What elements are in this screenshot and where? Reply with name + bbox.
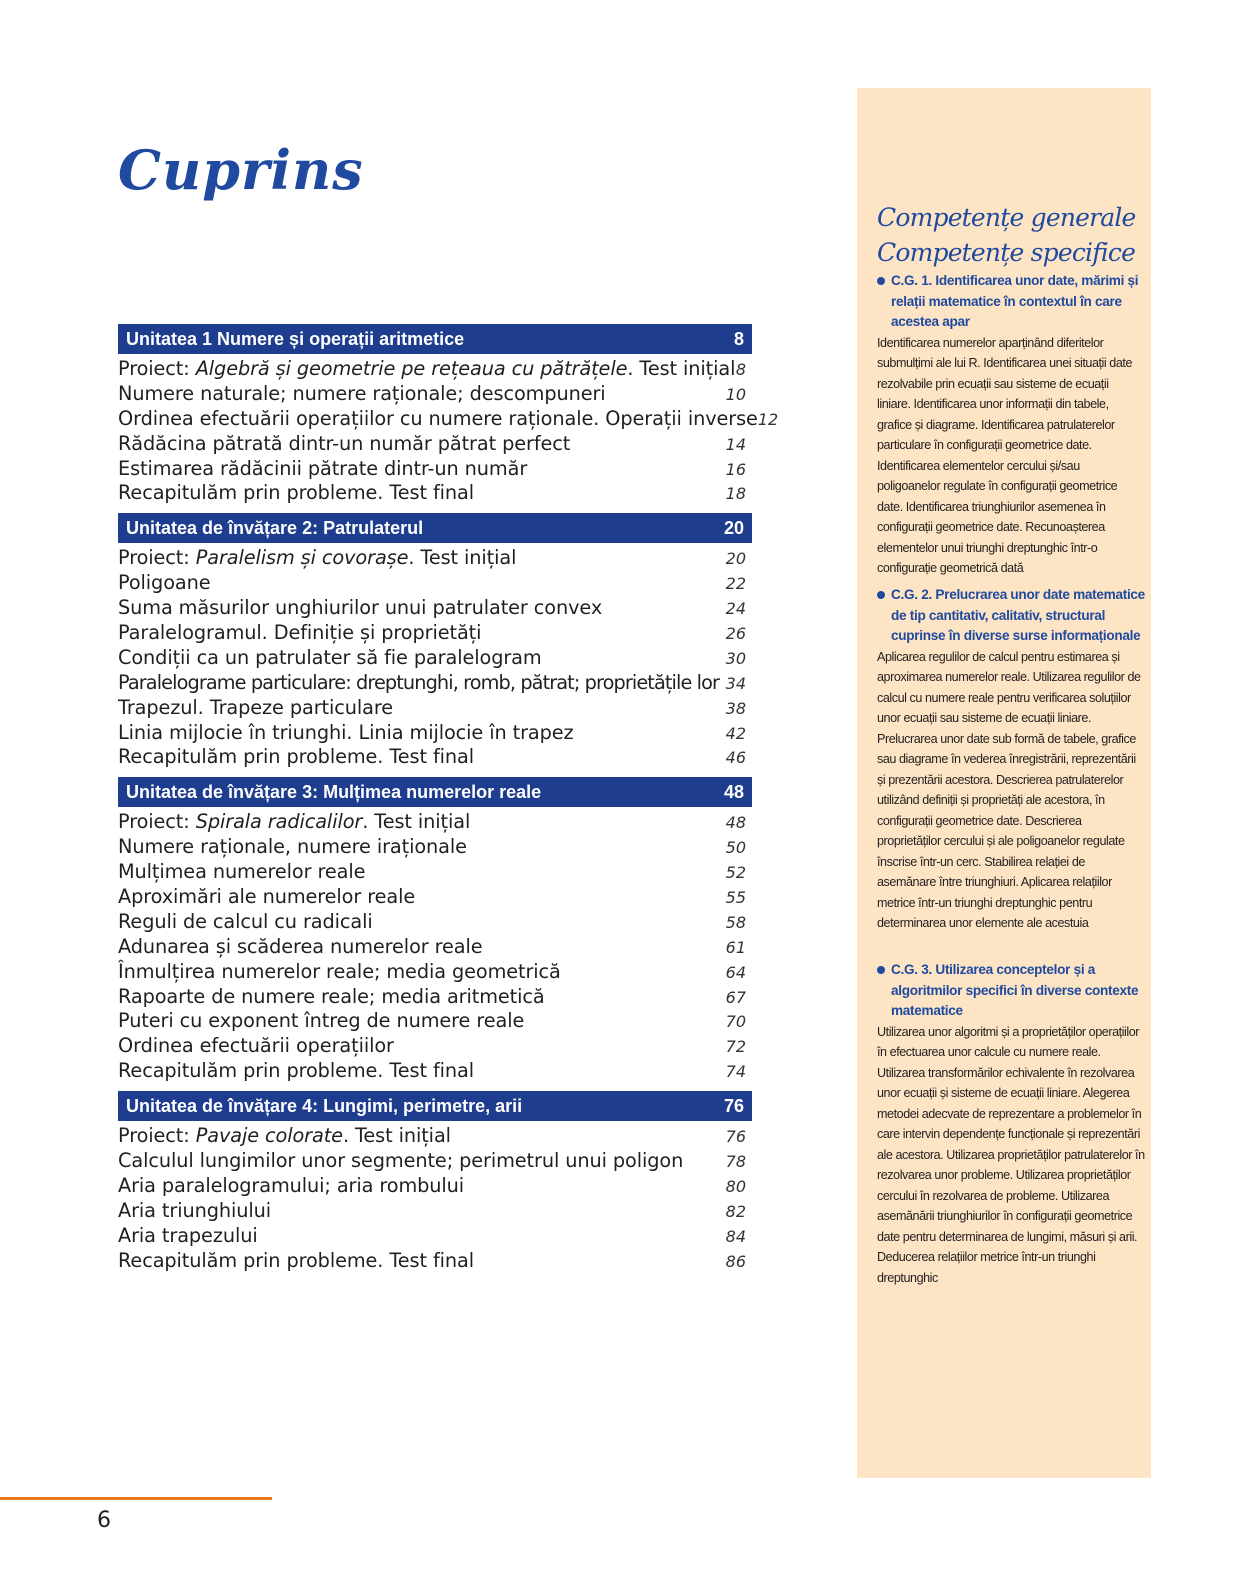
competence-body: Identificarea numerelor aparținând diferitelor submulțimi ale lui R. Identificarea unei situații date rezolvabile prin ecuații sau sisteme de ecuații liniare. Identificarea unor informații din tabele, grafice și diagrame. Identificarea patrulaterelor particulare în configurații geometrice date. Identificarea elementelor cercului și/sau poligoanelor regulate în configurații geometrice date. Identificarea triunghiurilor asemenea în configurații geometrice date. Recunoașterea elementelor unui triunghi dreptunghic într-o configurație geometrică dată bbox=[877, 335, 1133, 575]
lesson-page: 70 bbox=[725, 1012, 746, 1032]
toc-row[interactable] bbox=[118, 481, 752, 506]
competence-body: Utilizarea unor algoritmi și a proprietăților operațiilor în efectuarea unor calcule cu numere reale. Utilizarea transformărilor echivalente în rezolvarea unor ecuații și sisteme de ecuații liniare. Alegerea metodei adecvate de reprezentare a problemelor în care intervin dependențe funcționale și reprezentări ale acestora. Utilizarea proprietăților patrulaterelor în rezolvarea unor probleme. Utilizarea proprietăților cercului în rezolvarea de probleme. Utilizarea asemănării triunghiurilor în configurații geometrice date pentru determinarea de lungimi, măsuri și arii. Deducerea relațiilor metrice într-un triunghi dreptunghic bbox=[877, 1024, 1145, 1285]
toc-row[interactable] bbox=[118, 721, 752, 746]
toc-row[interactable] bbox=[118, 457, 752, 482]
lesson-title: Adunarea și scăderea numerelor reale bbox=[118, 934, 483, 958]
lesson-title: Estimarea rădăcinii pătrate dintr-un număr bbox=[118, 456, 528, 480]
lesson-title: Aria triunghiului bbox=[118, 1198, 271, 1222]
unit-title: Unitatea de învățare 2: Patrulaterul bbox=[126, 517, 424, 538]
lesson-page: 61 bbox=[725, 937, 746, 957]
toc-row[interactable] bbox=[118, 406, 779, 432]
bullet-icon bbox=[877, 277, 885, 285]
bullet-icon bbox=[877, 966, 885, 974]
lesson-page: 78 bbox=[725, 1152, 746, 1172]
competence-heading: C.G. 3. Utilizarea conceptelor și a algoritmilor specifici în diverse contexte matematice bbox=[877, 960, 1145, 1022]
sidebar-title-general: Competențe generale bbox=[877, 203, 1136, 232]
lesson-page: 48 bbox=[725, 813, 746, 833]
lesson-page: 38 bbox=[725, 698, 746, 718]
sidebar-title-specific: Competențe specifice bbox=[877, 238, 1136, 267]
toc-row[interactable] bbox=[118, 860, 752, 885]
unit-4 bbox=[118, 1091, 752, 1273]
toc-row[interactable] bbox=[118, 696, 752, 721]
competence-block bbox=[877, 585, 1145, 934]
lesson-title: Proiect: Pavaje colorate. Test inițial bbox=[118, 1124, 451, 1148]
sidebar-title bbox=[877, 200, 1136, 270]
lesson-page: 42 bbox=[725, 723, 746, 743]
lesson-title: Puteri cu exponent întreg de numere reale bbox=[118, 1009, 525, 1033]
toc-row[interactable] bbox=[118, 546, 752, 571]
toc-row[interactable] bbox=[118, 960, 752, 985]
lesson-title: Ordinea efectuării operațiilor bbox=[118, 1034, 394, 1058]
lesson-page: 67 bbox=[725, 987, 746, 1007]
lesson-page: 72 bbox=[725, 1037, 746, 1057]
lesson-page: 76 bbox=[725, 1127, 746, 1147]
lesson-title: Recapitulăm prin probleme. Test final bbox=[118, 1059, 474, 1083]
lesson-page: 26 bbox=[725, 624, 746, 644]
unit-2 bbox=[118, 513, 752, 770]
lesson-title: Paralelograme particulare: dreptunghi, romb, pătrat; proprietățile lor bbox=[118, 670, 720, 694]
lesson-page: 10 bbox=[725, 384, 746, 404]
lesson-title: Calculul lungimilor unor segmente; perimetrul unui poligon bbox=[118, 1149, 684, 1173]
lesson-title: Trapezul. Trapeze particulare bbox=[118, 695, 393, 719]
lesson-title: Proiect: Algebră și geometrie pe rețeaua cu pătrățele. Test inițial bbox=[118, 357, 736, 380]
toc-row[interactable] bbox=[118, 382, 752, 407]
unit-header[interactable] bbox=[118, 513, 752, 543]
toc-row[interactable] bbox=[118, 1034, 752, 1059]
lesson-title: Aria paralelogramului; aria rombului bbox=[118, 1173, 465, 1197]
toc-row[interactable] bbox=[118, 1249, 752, 1274]
lesson-title: Numere naturale; numere raționale; descompuneri bbox=[118, 381, 606, 405]
unit-page: 20 bbox=[723, 517, 744, 538]
lesson-title: Ordinea efectuării operațiilor cu numere raționale. Operații inverse bbox=[118, 406, 758, 430]
toc-row[interactable] bbox=[118, 571, 752, 596]
lesson-title: Aria trapezului bbox=[118, 1223, 258, 1247]
toc-row[interactable] bbox=[118, 810, 752, 835]
toc-row[interactable] bbox=[118, 985, 752, 1010]
lesson-page: 84 bbox=[725, 1226, 746, 1246]
lesson-title: Recapitulăm prin probleme. Test final bbox=[118, 1248, 474, 1272]
lesson-page: 34 bbox=[725, 673, 746, 693]
competences-sidebar bbox=[857, 88, 1151, 1478]
lesson-page: 22 bbox=[725, 574, 746, 594]
toc-row[interactable] bbox=[118, 1009, 752, 1034]
lesson-page: 52 bbox=[725, 863, 746, 883]
lesson-title: Linia mijlocie în triunghi. Linia mijlocie în trapez bbox=[118, 720, 574, 744]
unit-1 bbox=[118, 324, 779, 506]
lesson-title: Recapitulăm prin probleme. Test final bbox=[118, 481, 474, 505]
unit-title: Unitatea 1 Numere și operații aritmetice bbox=[126, 328, 465, 349]
competence-body: Aplicarea regulilor de calcul pentru estimarea și aproximarea numerelor reale. Utilizarea regulilor de calcul cu numere reale pentru verificarea soluțiilor unor ecuații sau sisteme de ecuații liniare. Prelucrarea unor date sub formă de tabele, grafice sau diagrame în vederea înregistrării, reprezentării și prezentării acestora. Descrierea patrulaterelor utilizând definiții și proprietăți ale acestora, în configurații geometrice date. Descrierea proprietăților cercului și ale poligoanelor regulate înscrise într-un cerc. Stabilirea relației de asemănare între triunghiuri. Aplicarea relațiilor metrice într-un triunghi dreptunghic pentru determinarea unor elemente ale acestuia bbox=[877, 649, 1141, 930]
unit-title: Unitatea de învățare 3: Mulțimea numerelor reale bbox=[126, 781, 542, 802]
lesson-title: Paralelogramul. Definiție și proprietăți bbox=[118, 621, 482, 645]
toc-row[interactable] bbox=[118, 596, 752, 621]
page-number: 6 bbox=[97, 1508, 111, 1533]
unit-page: 76 bbox=[723, 1095, 744, 1116]
lesson-page: 16 bbox=[725, 459, 746, 479]
lesson-page: 86 bbox=[725, 1251, 746, 1271]
competence-block bbox=[877, 960, 1145, 1288]
lesson-page: 74 bbox=[725, 1062, 746, 1082]
toc-row[interactable] bbox=[118, 885, 752, 910]
unit-page: 48 bbox=[723, 781, 744, 802]
lesson-title: Înmulțirea numerelor reale; media geometrică bbox=[118, 959, 561, 983]
toc-row[interactable] bbox=[118, 1199, 752, 1224]
lesson-page: 50 bbox=[725, 838, 746, 858]
toc-row[interactable] bbox=[118, 432, 752, 457]
lesson-page: 46 bbox=[725, 748, 746, 768]
lesson-title: Suma măsurilor unghiurilor unui patrulater convex bbox=[118, 596, 603, 620]
lesson-title: Proiect: Spirala radicalilor. Test inițial bbox=[118, 810, 471, 834]
toc-row[interactable] bbox=[118, 1059, 752, 1084]
lesson-page: 55 bbox=[725, 888, 746, 908]
page-title: Cuprins bbox=[118, 138, 364, 202]
lesson-title: Poligoane bbox=[118, 571, 211, 595]
toc-row[interactable] bbox=[118, 621, 752, 646]
unit-title: Unitatea de învățare 4: Lungimi, perimetre, arii bbox=[126, 1095, 523, 1116]
lesson-title: Mulțimea numerelor reale bbox=[118, 860, 366, 884]
lesson-page: 14 bbox=[725, 434, 746, 454]
bullet-icon bbox=[877, 591, 885, 599]
lesson-title: Rapoarte de numere reale; media aritmetică bbox=[118, 984, 545, 1008]
lesson-title: Condiții ca un patrulater să fie paralelogram bbox=[118, 645, 542, 669]
toc-row[interactable] bbox=[118, 1124, 752, 1149]
lesson-title: Recapitulăm prin probleme. Test final bbox=[118, 745, 474, 769]
unit-header[interactable] bbox=[118, 777, 752, 807]
toc-row[interactable] bbox=[118, 910, 752, 935]
lesson-page: 58 bbox=[725, 912, 746, 932]
toc-row[interactable] bbox=[118, 935, 752, 960]
lesson-title: Proiect: Paralelism și covorașe. Test inițial bbox=[118, 546, 517, 570]
lesson-page: 80 bbox=[725, 1176, 746, 1196]
competence-block bbox=[877, 271, 1145, 579]
lesson-title: Numere raționale, numere iraționale bbox=[118, 835, 467, 859]
lesson-page: 8 bbox=[735, 360, 746, 379]
toc-row[interactable] bbox=[118, 1149, 752, 1174]
lesson-title: Rădăcina pătrată dintr-un număr pătrat perfect bbox=[118, 431, 571, 455]
toc-row[interactable] bbox=[118, 671, 752, 696]
lesson-page: 64 bbox=[725, 962, 746, 982]
toc-row[interactable] bbox=[118, 1224, 752, 1249]
lesson-page: 20 bbox=[725, 549, 746, 569]
competence-heading: C.G. 1. Identificarea unor date, mărimi și relații matematice în contextul în care acestea apar bbox=[877, 271, 1145, 333]
lesson-page: 82 bbox=[725, 1201, 746, 1221]
toc-row[interactable] bbox=[118, 1174, 752, 1199]
unit-3 bbox=[118, 777, 752, 1084]
unit-header[interactable] bbox=[118, 1091, 752, 1121]
lesson-page: 18 bbox=[725, 484, 746, 504]
toc-row[interactable] bbox=[118, 745, 752, 770]
table-of-contents bbox=[118, 324, 779, 1281]
competence-heading: C.G. 2. Prelucrarea unor date matematice de tip cantitativ, calitativ, structural cuprinse în diverse surse informaționale bbox=[877, 585, 1145, 647]
toc-row[interactable] bbox=[118, 835, 752, 860]
lesson-page: 12 bbox=[757, 409, 779, 429]
unit-page: 8 bbox=[733, 328, 744, 349]
lesson-page: 30 bbox=[725, 648, 746, 668]
footer-divider bbox=[0, 1497, 272, 1500]
lesson-title: Aproximări ale numerelor reale bbox=[118, 885, 416, 909]
lesson-title: Reguli de calcul cu radicali bbox=[118, 909, 373, 933]
toc-row[interactable] bbox=[118, 646, 752, 671]
lesson-page: 24 bbox=[725, 599, 746, 619]
unit-header[interactable] bbox=[118, 324, 752, 354]
toc-row[interactable] bbox=[118, 357, 752, 382]
